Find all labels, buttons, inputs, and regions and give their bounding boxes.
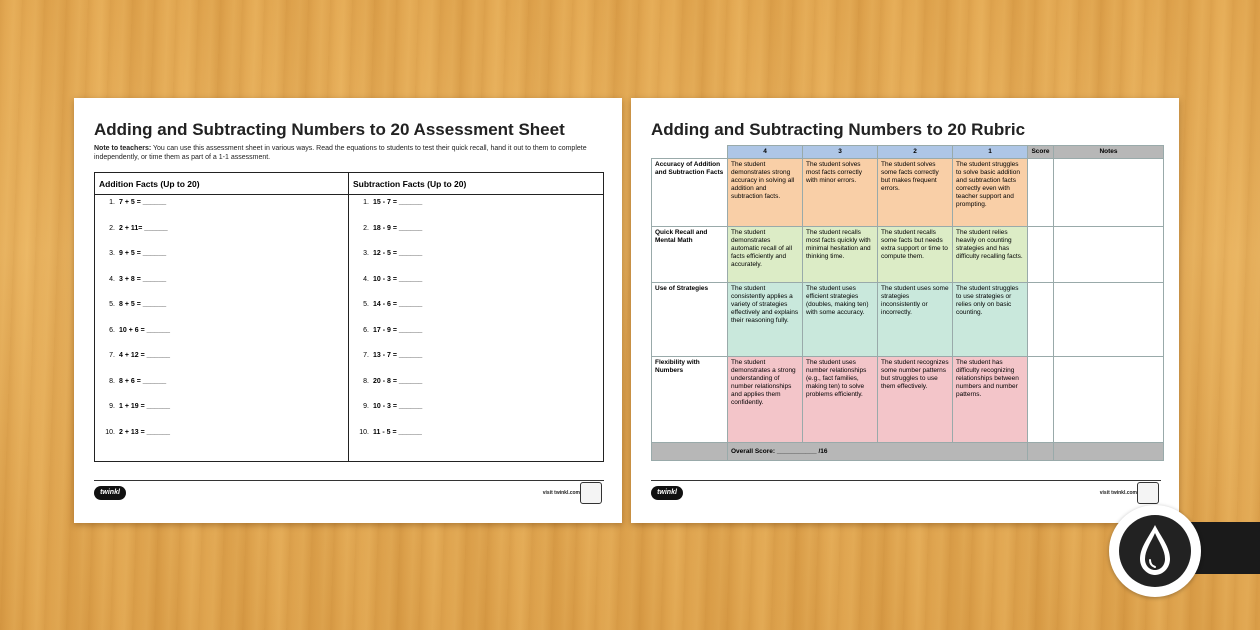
addition-number: 6. <box>109 326 115 334</box>
overall-blank <box>652 443 728 461</box>
subtraction-item <box>349 272 603 298</box>
level-2-descriptor: The student recognizes some number patterns but struggles to use them effectively. <box>878 357 953 443</box>
level-1-descriptor: The student relies heavily on counting strategies and has difficulty recalling facts. <box>953 227 1028 283</box>
footer-divider <box>94 480 604 481</box>
level-4-descriptor: The student demonstrates automatic recall of all facts efficiently and accurately. <box>728 227 803 283</box>
subtraction-equation: 15 - 7 = ______ <box>373 199 423 206</box>
footer-url: visit twinkl.com <box>1099 490 1137 496</box>
notes-cell[interactable] <box>1054 283 1164 357</box>
rubric-table <box>651 145 1164 461</box>
ink-drop-svg <box>1109 505 1201 597</box>
score-header: Score <box>1028 146 1054 159</box>
addition-equation: 8 + 5 = ______ <box>119 301 167 308</box>
addition-equation: 10 + 6 = ______ <box>119 326 170 334</box>
subtraction-item <box>349 399 603 425</box>
subtraction-item <box>349 374 603 400</box>
footer-divider <box>651 480 1161 481</box>
addition-item <box>95 399 348 425</box>
addition-equation: 2 + 13 = ______ <box>119 428 170 436</box>
addition-item <box>95 348 348 374</box>
criterion-label: Quick Recall and Mental Math <box>652 227 728 283</box>
subtraction-equation: 13 - 7 = ______ <box>373 352 423 359</box>
rubric-sheet <box>631 98 1179 523</box>
addition-list <box>95 195 348 450</box>
level-1-header: 1 <box>953 146 1028 159</box>
subtraction-item <box>349 348 603 374</box>
rubric-row <box>652 357 1164 443</box>
subtraction-equation: 10 - 3 = ______ <box>373 403 423 410</box>
subtraction-equation: 11 - 5 = ______ <box>373 428 422 436</box>
addition-item <box>95 425 348 451</box>
rubric-row <box>652 227 1164 283</box>
overall-score-cell <box>1028 443 1054 461</box>
rubric-row <box>652 283 1164 357</box>
addition-number: 1. <box>109 199 115 206</box>
level-1-descriptor: The student struggles to solve basic addition and subtraction facts correctly even with teacher support and prompting. <box>953 159 1028 227</box>
score-cell[interactable] <box>1028 357 1054 443</box>
level-2-header: 2 <box>878 146 953 159</box>
level-4-descriptor: The student demonstrates strong accuracy in solving all addition and subtraction facts. <box>728 159 803 227</box>
subtraction-number: 6. <box>363 326 369 334</box>
addition-equation: 1 + 19 = ______ <box>119 403 170 410</box>
criterion-label: Accuracy of Addition and Subtraction Facts <box>652 159 728 227</box>
quality-badge-icon <box>1137 482 1159 504</box>
addition-item <box>95 374 348 400</box>
criterion-label: Flexibility with Numbers <box>652 357 728 443</box>
level-4-descriptor: The student demonstrates a strong understanding of number relationships and applies them confidently. <box>728 357 803 443</box>
subtraction-number: 5. <box>363 301 369 308</box>
footer-url: visit twinkl.com <box>542 490 580 496</box>
subtraction-equation: 17 - 9 = ______ <box>373 326 423 334</box>
notes-cell[interactable] <box>1054 357 1164 443</box>
addition-number: 2. <box>109 224 115 232</box>
addition-number: 4. <box>109 275 115 283</box>
subtraction-equation: 18 - 9 = ______ <box>373 224 423 232</box>
level-3-descriptor: The student uses efficient strategies (doubles, making ten) with some accuracy. <box>803 283 878 357</box>
overall-notes-cell <box>1054 443 1164 461</box>
subtraction-item <box>349 221 603 247</box>
addition-item <box>95 246 348 272</box>
addition-number: 5. <box>109 301 115 308</box>
teacher-note <box>94 144 604 162</box>
subtraction-item <box>349 425 603 451</box>
subtraction-item <box>349 297 603 323</box>
quality-badge-icon <box>580 482 602 504</box>
level-2-descriptor: The student solves some facts correctly but makes frequent errors. <box>878 159 953 227</box>
subtraction-equation: 14 - 6 = ______ <box>373 301 423 308</box>
note-label: Note to teachers: <box>94 145 152 152</box>
subtraction-equation: 10 - 3 = ______ <box>373 275 423 283</box>
addition-equation: 7 + 5 = ______ <box>119 199 167 206</box>
subtraction-item <box>349 323 603 349</box>
subtraction-number: 1. <box>363 199 369 206</box>
subtraction-item <box>349 246 603 272</box>
notes-header: Notes <box>1054 146 1164 159</box>
addition-number: 7. <box>109 352 115 359</box>
score-cell[interactable] <box>1028 159 1054 227</box>
addition-equation: 2 + 11= ______ <box>119 224 168 232</box>
overall-score-row <box>652 443 1164 461</box>
twinkl-logo: twinkl <box>94 486 126 500</box>
subtraction-list <box>349 195 603 450</box>
ink-drop-icon[interactable] <box>1109 505 1201 597</box>
level-1-descriptor: The student has difficulty recognizing relationships between numbers and number patterns. <box>953 357 1028 443</box>
level-3-descriptor: The student recalls most facts quickly with minimal hesitation and thinking time. <box>803 227 878 283</box>
rubric-title: Adding and Subtracting Numbers to 20 Rubric <box>651 120 1026 139</box>
notes-cell[interactable] <box>1054 159 1164 227</box>
subtraction-number: 7. <box>363 352 369 359</box>
score-cell[interactable] <box>1028 227 1054 283</box>
level-3-descriptor: The student solves most facts correctly with minor errors. <box>803 159 878 227</box>
score-cell[interactable] <box>1028 283 1054 357</box>
subtraction-number: 3. <box>363 250 369 257</box>
subtraction-number: 10. <box>359 428 369 436</box>
subtraction-equation: 12 - 5 = ______ <box>373 250 423 257</box>
criterion-label: Use of Strategies <box>652 283 728 357</box>
addition-equation: 3 + 8 = ______ <box>119 275 167 283</box>
addition-header: Addition Facts (Up to 20) <box>95 173 348 195</box>
subtraction-number: 2. <box>363 224 369 232</box>
addition-item <box>95 195 348 221</box>
rubric-header-row <box>652 146 1164 159</box>
addition-column <box>95 173 349 461</box>
addition-item <box>95 323 348 349</box>
subtraction-number: 4. <box>363 275 369 283</box>
subtraction-item <box>349 195 603 221</box>
level-2-descriptor: The student uses some strategies inconsistently or incorrectly. <box>878 283 953 357</box>
addition-number: 9. <box>109 403 115 410</box>
addition-equation: 4 + 12 = ______ <box>119 352 170 359</box>
level-4-descriptor: The student consistently applies a variety of strategies effectively and explains their reasoning fully. <box>728 283 803 357</box>
rubric-corner <box>652 146 728 159</box>
facts-table <box>94 172 604 462</box>
level-3-header: 3 <box>803 146 878 159</box>
addition-number: 8. <box>109 377 115 385</box>
twinkl-logo: twinkl <box>651 486 683 500</box>
note-text: You can use this assessment sheet in various ways. Read the equations to students to test their quick recall, hand it out to them to complete independently, or time them as part of a 1-1 assessment. <box>94 145 587 161</box>
level-3-descriptor: The student uses number relationships (e.g., fact families, making ten) to solve problems efficiently. <box>803 357 878 443</box>
subtraction-number: 9. <box>363 403 369 410</box>
addition-equation: 9 + 5 = ______ <box>119 250 167 257</box>
level-4-header: 4 <box>728 146 803 159</box>
addition-item <box>95 221 348 247</box>
addition-item <box>95 272 348 298</box>
subtraction-column <box>349 173 603 461</box>
overall-score-label: Overall Score: ___________ /16 <box>728 443 1028 461</box>
level-1-descriptor: The student struggles to use strategies or relies only on basic counting. <box>953 283 1028 357</box>
addition-item <box>95 297 348 323</box>
subtraction-header: Subtraction Facts (Up to 20) <box>349 173 603 195</box>
assessment-title: Adding and Subtracting Numbers to 20 Assessment Sheet <box>94 120 565 139</box>
assessment-sheet <box>74 98 622 523</box>
addition-equation: 8 + 6 = ______ <box>119 377 167 385</box>
notes-cell[interactable] <box>1054 227 1164 283</box>
rubric-row <box>652 159 1164 227</box>
addition-number: 3. <box>109 250 115 257</box>
level-2-descriptor: The student recalls some facts but needs extra support or time to compute them. <box>878 227 953 283</box>
subtraction-equation: 20 - 8 = ______ <box>373 377 423 385</box>
subtraction-number: 8. <box>363 377 369 385</box>
addition-number: 10. <box>105 428 115 436</box>
